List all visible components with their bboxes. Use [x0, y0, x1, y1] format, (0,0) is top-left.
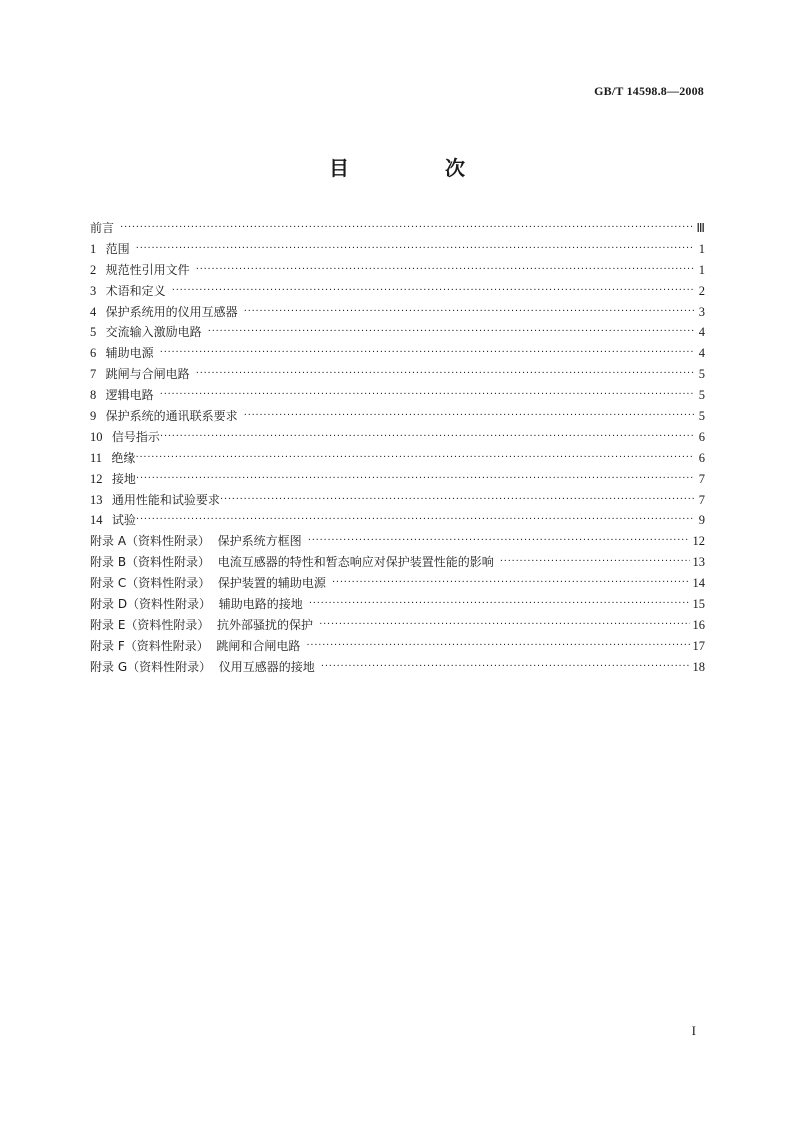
toc-entry-label: 保护系统用的仪用互感器	[105, 304, 238, 319]
toc-entry-label: 前言	[90, 221, 115, 235]
dot-leader	[120, 218, 693, 239]
appendix-prefix: 附录 A（资料性附录）	[90, 534, 211, 549]
toc-entry-label: 通用性能和试验要求	[111, 492, 220, 507]
toc-entry-page: 2	[698, 283, 705, 298]
toc-entry-page: 5	[698, 409, 705, 424]
toc-entry-8[interactable]	[90, 385, 705, 406]
toc-entry-13[interactable]	[90, 490, 705, 511]
toc-appendix-d[interactable]	[90, 594, 705, 615]
appendix-page: 16	[692, 617, 705, 632]
appendix-page: 18	[692, 659, 705, 674]
toc-appendix-g[interactable]	[90, 657, 705, 678]
dot-leader	[321, 657, 690, 678]
toc-entry-page: 1	[698, 262, 705, 277]
toc-entry-1[interactable]	[90, 239, 705, 260]
appendix-label: 电流互感器的特性和暂态响应对保护装置性能的影响	[217, 555, 494, 570]
toc-entry-label: 跳闸与合闸电路	[105, 367, 190, 382]
appendix-prefix: 附录 F（资料性附录）	[90, 638, 209, 653]
toc-entry-page: 6	[698, 450, 705, 465]
toc-entry-number: 14	[90, 513, 103, 528]
dot-leader	[309, 594, 690, 615]
toc-entry-page: 7	[698, 471, 705, 486]
appendix-page: 15	[692, 597, 705, 612]
toc-entry-number: 5	[90, 325, 97, 340]
toc-entry-number: 11	[90, 450, 103, 465]
table-of-contents	[90, 218, 705, 678]
toc-entry-label: 试验	[111, 513, 136, 528]
dot-leader	[196, 364, 694, 385]
toc-entry-number: 6	[90, 346, 97, 361]
toc-entry-2[interactable]	[90, 260, 705, 281]
toc-entry-number: 13	[90, 492, 103, 507]
toc-entry-7[interactable]	[90, 364, 705, 385]
toc-entry-page: 4	[698, 346, 705, 361]
appendix-prefix: 附录 G（资料性附录）	[90, 659, 212, 674]
appendix-label: 抗外部骚扰的保护	[217, 617, 314, 632]
appendix-prefix: 附录 E（资料性附录）	[90, 617, 210, 632]
toc-entry-5[interactable]	[90, 322, 705, 343]
toc-appendix-f[interactable]	[90, 636, 705, 657]
appendix-label: 跳闸和合闸电路	[216, 638, 301, 653]
dot-leader	[306, 636, 689, 657]
toc-entry-label: 范围	[105, 241, 130, 256]
toc-entry-4[interactable]	[90, 302, 705, 323]
standard-code: GB/T 14598.8—2008	[594, 84, 704, 98]
toc-entry-label: 逻辑电路	[105, 388, 154, 403]
appendix-prefix: 附录 C（资料性附录）	[90, 576, 211, 591]
toc-entry-label: 术语和定义	[105, 283, 166, 298]
dot-leader	[308, 531, 690, 552]
toc-entry-10[interactable]	[90, 427, 705, 448]
dot-leader	[136, 239, 694, 260]
page-number: I	[691, 1023, 696, 1038]
toc-entry-number: 4	[90, 304, 97, 319]
toc-appendix-c[interactable]	[90, 573, 705, 594]
dot-leader	[136, 469, 694, 490]
dot-leader	[332, 573, 690, 594]
toc-entry-page: 3	[698, 304, 705, 319]
toc-entry-page: 5	[698, 367, 705, 382]
toc-entry-number: 8	[90, 388, 97, 403]
toc-entry-label: 保护系统的通讯联系要求	[105, 409, 238, 424]
dot-leader	[160, 385, 694, 406]
toc-entry-number: 3	[90, 283, 97, 298]
toc-entry-label: 交流输入激励电路	[105, 325, 202, 340]
toc-entry-number: 7	[90, 367, 97, 382]
dot-leader	[220, 490, 694, 511]
toc-entry-14[interactable]	[90, 510, 705, 531]
toc-entry-9[interactable]	[90, 406, 705, 427]
toc-entry-number: 10	[90, 429, 103, 444]
toc-appendix-b[interactable]	[90, 552, 705, 573]
toc-entry-page: 6	[698, 429, 705, 444]
toc-entry-page: 5	[698, 388, 705, 403]
toc-entry-label: 绝缘	[111, 450, 136, 465]
dot-leader	[172, 281, 694, 302]
toc-entry-12[interactable]	[90, 469, 705, 490]
appendix-page: 17	[692, 638, 705, 653]
dot-leader	[135, 448, 694, 469]
page-title: 目 次	[329, 156, 503, 180]
appendix-prefix: 附录 B（资料性附录）	[90, 555, 211, 570]
toc-entry-label: 辅助电源	[105, 346, 154, 361]
dot-leader	[319, 615, 689, 636]
dot-leader	[244, 302, 694, 323]
toc-entry-number: 9	[90, 409, 97, 424]
appendix-page: 14	[692, 576, 705, 591]
dot-leader	[244, 406, 694, 427]
toc-entry-label: 信号指示	[111, 429, 160, 444]
appendix-prefix: 附录 D（资料性附录）	[90, 597, 212, 612]
toc-entry-number: 2	[90, 262, 97, 277]
appendix-label: 保护装置的辅助电源	[217, 576, 326, 591]
appendix-label: 保护系统方框图	[217, 534, 302, 549]
toc-entry-3[interactable]	[90, 281, 705, 302]
toc-entry-11[interactable]	[90, 448, 705, 469]
toc-entry-page: 4	[698, 325, 705, 340]
toc-entry-foreword[interactable]	[90, 218, 705, 239]
toc-entry-label: 接地	[111, 471, 136, 486]
toc-appendix-e[interactable]	[90, 615, 705, 636]
toc-appendix-a[interactable]	[90, 531, 705, 552]
toc-entry-6[interactable]	[90, 343, 705, 364]
toc-entry-page: 9	[698, 513, 705, 528]
toc-entry-number: 12	[90, 471, 103, 486]
dot-leader	[160, 343, 694, 364]
dot-leader	[136, 510, 694, 531]
toc-entry-number: 1	[90, 241, 97, 256]
toc-entry-page: 1	[698, 241, 705, 256]
toc-entry-page: 7	[698, 492, 705, 507]
appendix-label: 仪用互感器的接地	[218, 659, 315, 674]
appendix-page: 12	[692, 534, 705, 549]
toc-entry-label: 规范性引用文件	[105, 262, 190, 277]
dot-leader	[160, 427, 694, 448]
toc-entry-page: Ⅲ	[696, 221, 705, 235]
dot-leader	[208, 322, 694, 343]
appendix-page: 13	[692, 555, 705, 570]
dot-leader	[196, 260, 694, 281]
appendix-label: 辅助电路的接地	[218, 597, 303, 612]
dot-leader	[500, 552, 690, 573]
